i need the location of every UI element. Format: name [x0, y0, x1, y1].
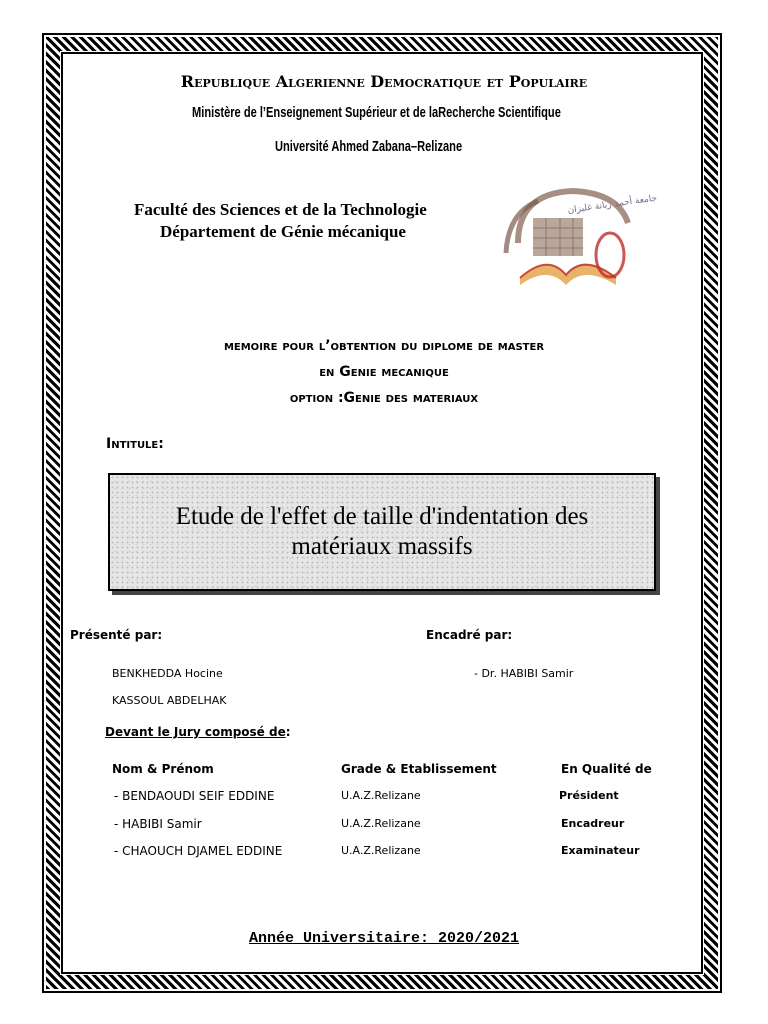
- department-name: Département de Génie mécanique: [160, 222, 406, 241]
- jury-member-role: Encadreur: [561, 817, 625, 830]
- intitule-label: Intitule:: [106, 436, 164, 452]
- jury-header-name: Nom & Prénom: [112, 762, 214, 776]
- jury-heading: [105, 725, 291, 739]
- student-name-1: BENKHEDDA Hocine: [112, 667, 223, 680]
- faculty-name: Faculté des Sciences et de la Technologie: [134, 200, 427, 219]
- memoire-line-2: en Genie mecanique: [319, 364, 449, 380]
- memoire-line-1: memoire pour l’obtention du diplome de master: [223, 338, 545, 354]
- university-seal-logo: [498, 183, 658, 293]
- academic-year: Année Universitaire: 2020/2021: [248, 930, 520, 947]
- thesis-title: Etude de l'effet de taille d'indentation des matériaux massifs: [175, 503, 589, 560]
- jury-member-grade: U.A.Z.Relizane: [341, 789, 421, 802]
- jury-member-name: - BENDAOUDI SEIF EDDINE: [114, 789, 275, 803]
- ministry-heading: Ministère de l’Enseignement Supérieur et de laRecherche Scientifique: [192, 104, 561, 121]
- presented-by-label: Présenté par:: [70, 628, 163, 642]
- supervisor-name: - Dr. HABIBI Samir: [474, 667, 574, 680]
- jury-member-grade: U.A.Z.Relizane: [341, 817, 421, 830]
- university-heading: Université Ahmed Zabana–Relizane: [275, 138, 463, 155]
- jury-heading-colon: :: [285, 725, 291, 739]
- jury-header-grade: Grade & Etablissement: [341, 762, 497, 776]
- student-name-2: KASSOUL ABDELHAK: [112, 694, 227, 707]
- logo-text: جامعة أحمد زبانة غليزان: [567, 193, 658, 216]
- jury-header-role: En Qualité de: [561, 762, 652, 776]
- jury-heading-label: Devant le Jury composé de: [105, 725, 286, 739]
- thesis-title-box: [108, 473, 656, 591]
- jury-member-name: - CHAOUCH DJAMEL EDDINE: [114, 844, 283, 858]
- republic-heading: Republique Algerienne Democratique et Populaire: [180, 72, 588, 91]
- jury-member-grade: U.A.Z.Relizane: [341, 844, 421, 857]
- memoire-line-3: option :Genie des materiaux: [289, 390, 479, 406]
- supervised-by-label: Encadré par:: [426, 628, 513, 642]
- jury-member-role: Examinateur: [561, 844, 640, 857]
- jury-member-name: - HABIBI Samir: [114, 817, 202, 831]
- jury-member-role: Président: [559, 789, 619, 802]
